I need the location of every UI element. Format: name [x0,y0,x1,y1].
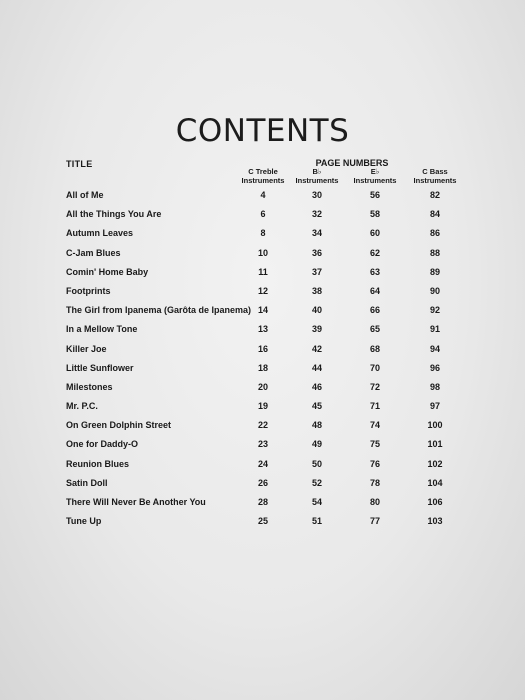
column-header-e-flat [345,168,405,185]
entry-title: All the Things You Are [66,209,162,220]
entry-title: One for Daddy-O [66,439,139,450]
page-c-treble: 28 [257,497,268,507]
title-column-label: TITLE [66,159,93,169]
entry-title: Comin' Home Baby [66,266,149,277]
entry-title: C-Jam Blues [66,247,121,258]
page-c-treble: 4 [260,190,266,200]
column-header-line: Instruments [295,175,339,185]
column-header-b-flat [287,168,347,185]
page-c-treble: 8 [260,228,266,239]
page-c-treble: 11 [258,266,268,277]
page-b-flat: 38 [311,285,322,296]
list-item [0,265,525,284]
page-c-treble: 19 [257,401,268,412]
page-b-flat: 44 [311,362,322,373]
page-b-flat: 34 [311,228,322,239]
page-c-bass: 86 [429,228,440,239]
entry-title: Killer Joe [66,343,107,354]
page-e-flat: 63 [369,266,380,277]
column-header-c-bass [405,168,465,185]
column-header-line: Instruments [241,175,285,185]
page-c-bass: 91 [429,324,440,335]
page-c-bass: 101 [427,439,443,450]
list-item [0,188,525,207]
page-e-flat: 64 [369,285,380,296]
page-c-bass: 98 [429,381,440,392]
page-c-bass: 106 [427,497,443,507]
contents-list [0,188,525,533]
page-c-treble: 14 [257,305,268,316]
entry-title: In a Mellow Tone [66,324,138,335]
column-header-line: Instruments [353,175,397,185]
list-item [0,322,525,341]
page-b-flat: 48 [311,420,322,431]
page-b-flat: 40 [311,305,322,316]
page-e-flat: 71 [369,401,380,412]
page-c-treble: 6 [260,209,266,220]
page-c-treble: 18 [257,362,268,373]
page-b-flat: 54 [311,497,322,507]
page-c-bass: 89 [429,266,440,277]
page-b-flat: 30 [311,190,322,200]
page-e-flat: 68 [369,343,380,354]
page-c-bass: 84 [429,209,440,220]
list-item [0,380,525,399]
entry-title: The Girl from Ipanema (Garôta de Ipanema) [66,305,252,316]
entry-title: Little Sunflower [66,362,134,373]
entry-title: On Green Dolphin Street [66,420,172,431]
page-c-bass: 92 [429,305,440,316]
list-item [0,303,525,322]
page-b-flat: 51 [311,516,322,527]
page-c-treble: 12 [257,285,268,296]
page-b-flat: 36 [311,247,322,258]
page-b-flat: 42 [311,343,322,354]
entry-title: Tune Up [66,516,102,527]
entry-title: All of Me [66,190,104,200]
list-item [0,514,525,533]
entry-title: Reunion Blues [66,458,130,469]
page-c-bass: 94 [429,343,440,354]
page-e-flat: 76 [369,458,380,469]
page-e-flat: 74 [369,420,380,431]
entry-title: Mr. P.C. [66,401,98,412]
page-e-flat: 65 [369,324,380,335]
page-numbers-label: PAGE NUMBERS [315,158,389,168]
page-b-flat: 52 [311,477,322,488]
page-c-treble: 22 [257,420,268,431]
page-c-treble: 20 [257,381,268,392]
page-c-treble: 25 [257,516,268,527]
page-e-flat: 60 [369,228,380,239]
column-header-line: E♭ [370,167,380,176]
page-c-treble: 16 [257,343,268,354]
page-c-bass: 82 [429,190,440,200]
page-e-flat: 80 [369,497,380,507]
column-header-line: Instruments [413,175,457,185]
list-item [0,226,525,245]
page-c-bass: 103 [427,516,443,527]
list-item [0,437,525,456]
page-c-bass: 102 [427,458,443,469]
list-item [0,495,525,514]
page-c-treble: 24 [257,458,268,469]
page-b-flat: 39 [311,324,322,335]
page-e-flat: 70 [369,362,380,373]
page-c-bass: 97 [429,401,440,412]
entry-title: Milestones [66,381,113,392]
page-e-flat: 72 [369,381,380,392]
list-item [0,399,525,418]
list-item [0,418,525,437]
page-e-flat: 78 [369,477,380,488]
list-item [0,361,525,380]
list-item [0,476,525,495]
column-header-line: C Bass [422,167,448,176]
page-c-bass: 104 [427,477,443,488]
page-c-treble: 23 [257,439,268,450]
page-c-bass: 90 [429,285,440,296]
page-c-bass: 100 [427,420,443,431]
page-b-flat: 50 [311,458,322,469]
page-c-bass: 96 [429,362,440,373]
entry-title: Autumn Leaves [66,228,134,239]
page-e-flat: 66 [369,305,380,316]
page-c-treble: 10 [257,247,268,258]
page-b-flat: 45 [311,401,322,412]
page-c-treble: 13 [257,324,268,335]
page-e-flat: 75 [369,439,380,450]
entry-title: There Will Never Be Another You [66,497,206,507]
page-c-treble: 26 [257,477,268,488]
page-e-flat: 58 [369,209,380,220]
list-item [0,342,525,361]
page-e-flat: 56 [369,190,380,200]
entry-title: Footprints [66,285,111,296]
page-b-flat: 46 [311,381,322,392]
column-header-line: B♭ [312,167,322,176]
column-header-line: C Treble [248,167,278,176]
column-header-c-treble [233,168,293,185]
page-b-flat: 49 [311,439,322,450]
list-item [0,246,525,265]
page-b-flat: 32 [311,209,322,220]
page-c-bass: 88 [429,247,440,258]
page-e-flat: 77 [369,516,380,527]
page-e-flat: 62 [369,247,380,258]
list-item [0,284,525,303]
page-title: CONTENTS [175,112,350,149]
entry-title: Satin Doll [66,477,108,488]
page-b-flat: 37 [311,266,322,277]
list-item [0,207,525,226]
list-item [0,457,525,476]
